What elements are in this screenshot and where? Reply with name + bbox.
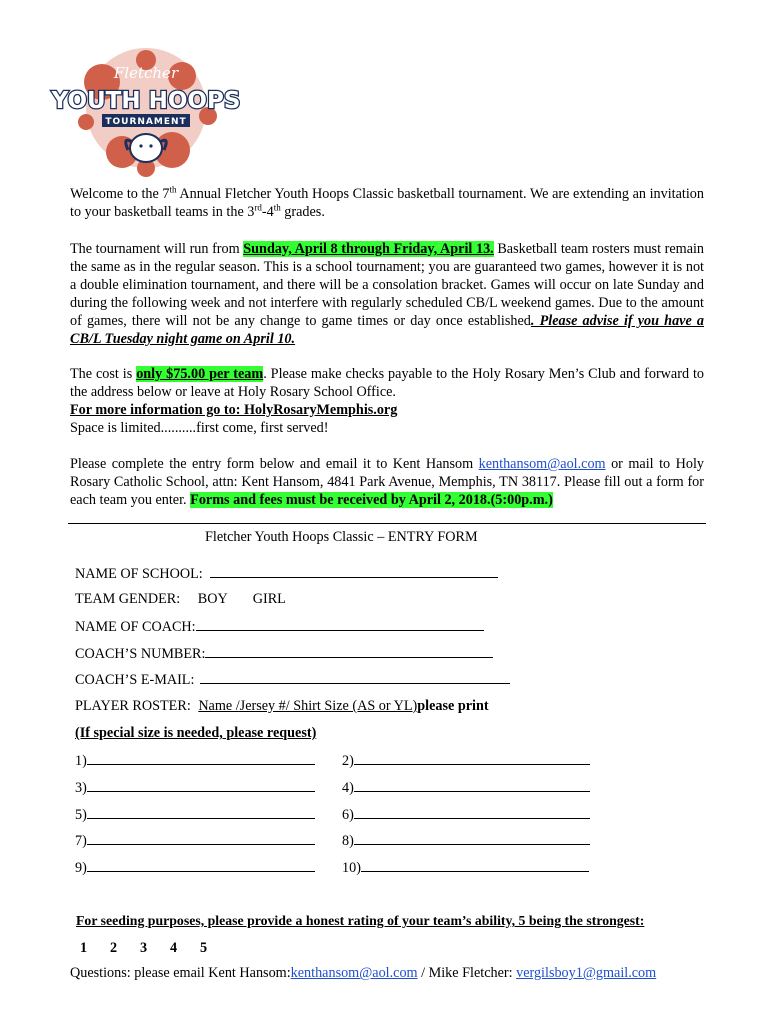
- special-size-note: (If special size is needed, please request): [75, 725, 317, 741]
- more-info-line: For more information go to: HolyRosaryMemphis.org: [70, 402, 398, 418]
- rating-1[interactable]: 1: [80, 940, 88, 956]
- player-field-1[interactable]: [87, 751, 315, 765]
- rating-2[interactable]: 2: [110, 940, 118, 956]
- player-field-9[interactable]: [87, 858, 315, 872]
- player-field-7[interactable]: [87, 831, 315, 845]
- school-field[interactable]: [210, 564, 498, 578]
- coach-phone-field[interactable]: [205, 644, 493, 658]
- gender-boy-option[interactable]: BOY: [197, 591, 228, 607]
- questions-footer: Questions: please email Kent Hansom:kenthansom@aol.com / Mike Fletcher: vergilsboy1@gmail.com: [70, 965, 657, 981]
- player-field-8[interactable]: [354, 831, 590, 845]
- price-highlight: only $75.00 per team: [136, 366, 264, 382]
- logo-banner: TOURNAMENT: [105, 117, 187, 127]
- entry-paragraph: Please complete the entry form below and email it to Kent Hansom kenthansom@aol.com or mail to Holy Rosary Catholic School, attn: Kent Hansom, 4841 Park Avenue, Memphis, TN 38117. Please fill out a form for each team you enter. Forms and fees must be received by April 2, 2018.(5:00p.m.): [70, 456, 704, 508]
- rating-4[interactable]: 4: [170, 940, 178, 956]
- gender-row: TEAM GENDER: BOY GIRL: [75, 591, 286, 607]
- seeding-instruction: For seeding purposes, please provide a honest rating of your team’s ability, 5 being the strongest:: [76, 913, 645, 928]
- rating-3[interactable]: 3: [140, 940, 148, 956]
- rating-5[interactable]: 5: [200, 940, 208, 956]
- coach-row: NAME OF COACH:: [75, 617, 484, 636]
- player-line-10: 10): [342, 858, 589, 877]
- mike-footer-email-link[interactable]: vergilsboy1@gmail.com: [516, 965, 657, 981]
- tournament-logo: [51, 42, 241, 182]
- deadline-highlight: Forms and fees must be received by April 2, 2018.(5:00p.m.): [190, 492, 553, 508]
- kent-email-link[interactable]: kenthansom@aol.com: [478, 456, 606, 472]
- coach-name-field[interactable]: [196, 617, 484, 631]
- player-line-7: 7): [75, 831, 315, 850]
- logo-script: Fletcher: [113, 64, 179, 82]
- schedule-paragraph: The tournament will run from Sunday, April 8 through Friday, April 13. Basketball team rosters must remain the same as in the regular season. This is a school tournament; you are guaranteed two games, however it is not a double elimination tournament, and there will be a consolation bracket. Games will occur on late Sunday and during the following week and not interfere with regularly scheduled CB/L weekend games. Due to the amount of games, there will not be any change to game times or day once established. Please advise if you have a CB/L Tuesday night game on April 10.: [70, 241, 705, 347]
- player-field-4[interactable]: [354, 778, 590, 792]
- phone-row: COACH’S NUMBER:: [75, 644, 493, 663]
- player-field-3[interactable]: [87, 778, 315, 792]
- kent-footer-email-link[interactable]: kenthansom@aol.com: [290, 965, 418, 981]
- section-divider: [68, 523, 706, 524]
- form-title: Fletcher Youth Hoops Classic – ENTRY FORM: [205, 529, 478, 545]
- gender-girl-option[interactable]: GIRL: [252, 591, 286, 607]
- player-line-3: 3): [75, 778, 315, 797]
- coach-email-row: COACH’S E-MAIL:: [75, 670, 510, 689]
- roster-row: PLAYER ROSTER: Name /Jersey #/ Shirt Size (AS or YL)please print: [75, 698, 489, 714]
- player-field-6[interactable]: [354, 805, 590, 819]
- player-field-5[interactable]: [87, 805, 315, 819]
- intro-paragraph: Welcome to the 7th Annual Fletcher Youth Hoops Classic basketball tournament. We are extending an invitation to your basketball teams in the 3rd-4th grades.: [70, 184, 704, 220]
- player-line-1: 1): [75, 751, 315, 770]
- rating-options: [80, 939, 230, 957]
- player-line-6: 6): [342, 805, 590, 824]
- player-line-9: 9): [75, 858, 315, 877]
- player-line-8: 8): [342, 831, 590, 850]
- player-field-2[interactable]: [354, 751, 590, 765]
- player-line-4: 4): [342, 778, 590, 797]
- coach-email-field[interactable]: [200, 670, 510, 684]
- logo-main: YOUTH HOOPS: [51, 88, 241, 114]
- player-line-2: 2): [342, 751, 590, 770]
- school-row: NAME OF SCHOOL:: [75, 564, 498, 583]
- player-field-10[interactable]: [361, 858, 589, 872]
- player-line-5: 5): [75, 805, 315, 824]
- tournament-dates: Sunday, April 8 through Friday, April 13.: [243, 241, 494, 257]
- cost-paragraph: The cost is only $75.00 per team. Please make checks payable to the Holy Rosary Men’s Club and forward to the address below or leave at Holy Rosary School Office.: [70, 366, 705, 400]
- cbl-notice: . Please advise if you have a CB/L Tuesday night game on April 10.: [70, 313, 704, 347]
- space-limited-line: Space is limited..........first come, first served!: [70, 420, 329, 436]
